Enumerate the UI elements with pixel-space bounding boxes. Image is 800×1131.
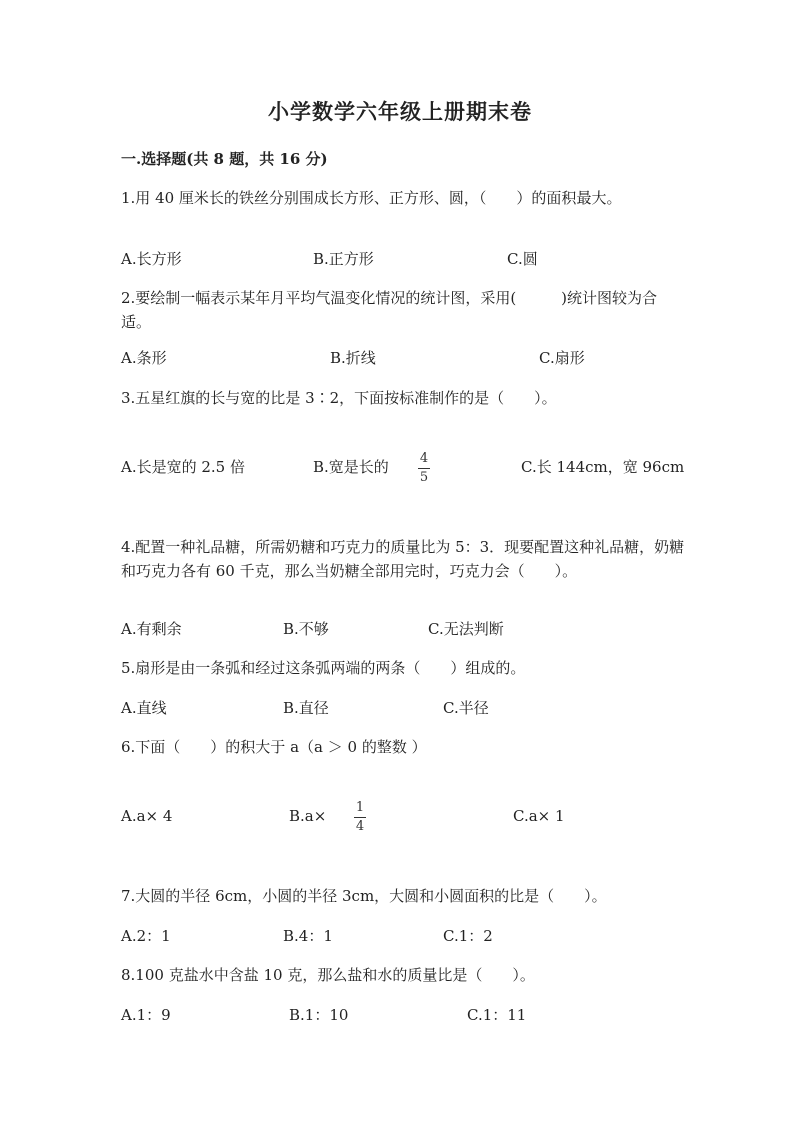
q4-option-b[interactable]: B.不够 [283,620,329,638]
q6-option-c[interactable]: C.a× 1 [513,807,565,825]
q6-fraction [354,801,366,834]
q2-option-b[interactable]: B.折线 [330,349,376,367]
question-1: 1.用 40 厘米长的铁丝分别围成长方形、正方形、圆，（ ）的面积最大。 [121,189,622,207]
question-5: 5.扇形是由一条弧和经过这条弧两端的两条（ ）组成的。 [121,659,526,677]
q2-option-c[interactable]: C.扇形 [539,349,585,367]
question-8: 8.100 克盐水中含盐 10 克，那么盐和水的质量比是（ ）。 [121,966,535,984]
q5-option-c[interactable]: C.半径 [443,699,489,717]
fraction-bar [418,468,430,469]
q2-option-a[interactable]: A.条形 [121,349,167,367]
q4-option-c[interactable]: C.无法判断 [428,620,504,638]
q8-option-b[interactable]: B.1：10 [289,1006,349,1024]
q4-option-a[interactable]: A.有剩余 [121,620,182,638]
question-6: 6.下面（ ）的积大于 a（a ＞ 0 的整数 ） [121,738,427,756]
fraction-bar [354,817,366,818]
q3-fraction-denominator: 5 [419,470,429,485]
q8-option-c[interactable]: C.1：11 [467,1006,527,1024]
q7-option-b[interactable]: B.4：1 [283,927,333,945]
q7-option-c[interactable]: C.1：2 [443,927,493,945]
question-7: 7.大圆的半径 6cm，小圆的半径 3cm，大圆和小圆面积的比是（ ）。 [121,887,607,905]
question-4: 4.配置一种礼品糖，所需奶糖和巧克力的质量比为 5：3．现要配置这种礼品糖，奶糖和巧克力各有 60 千克，那么当奶糖全部用完时，巧克力会（ ）。 [121,538,685,580]
question-2: 2.要绘制一幅表示某年月平均气温变化情况的统计图，采用( )统计图较为合适。 [121,289,658,331]
q7-option-a[interactable]: A.2：1 [121,927,171,945]
q5-option-b[interactable]: B.直径 [283,699,329,717]
q8-option-a[interactable]: A.1：9 [121,1006,171,1024]
page-title: 小学数学六年级上册期末卷 [268,99,532,124]
q1-option-a[interactable]: A.长方形 [121,250,182,268]
q3-option-b[interactable]: B.宽是长的 [313,458,389,476]
q6-option-b[interactable]: B.a× [289,807,327,825]
section-heading: 一.选择题(共 8 题，共 16 分) [121,150,328,168]
q3-fraction-numerator: 4 [419,451,429,466]
question-3: 3.五星红旗的长与宽的比是 3∶2，下面按标准制作的是（ ）。 [121,389,557,407]
q1-option-c[interactable]: C.圆 [507,250,538,268]
q3-fraction [418,452,430,485]
q1-option-b[interactable]: B.正方形 [313,250,374,268]
q3-option-a[interactable]: A.长是宽的 2.5 倍 [121,458,245,476]
q5-option-a[interactable]: A.直线 [121,699,167,717]
q3-option-c[interactable]: C.长 144cm，宽 96cm [521,458,685,476]
q6-fraction-numerator: 1 [355,800,365,815]
q6-option-a[interactable]: A.a× 4 [121,807,173,825]
q6-fraction-denominator: 4 [355,819,365,834]
